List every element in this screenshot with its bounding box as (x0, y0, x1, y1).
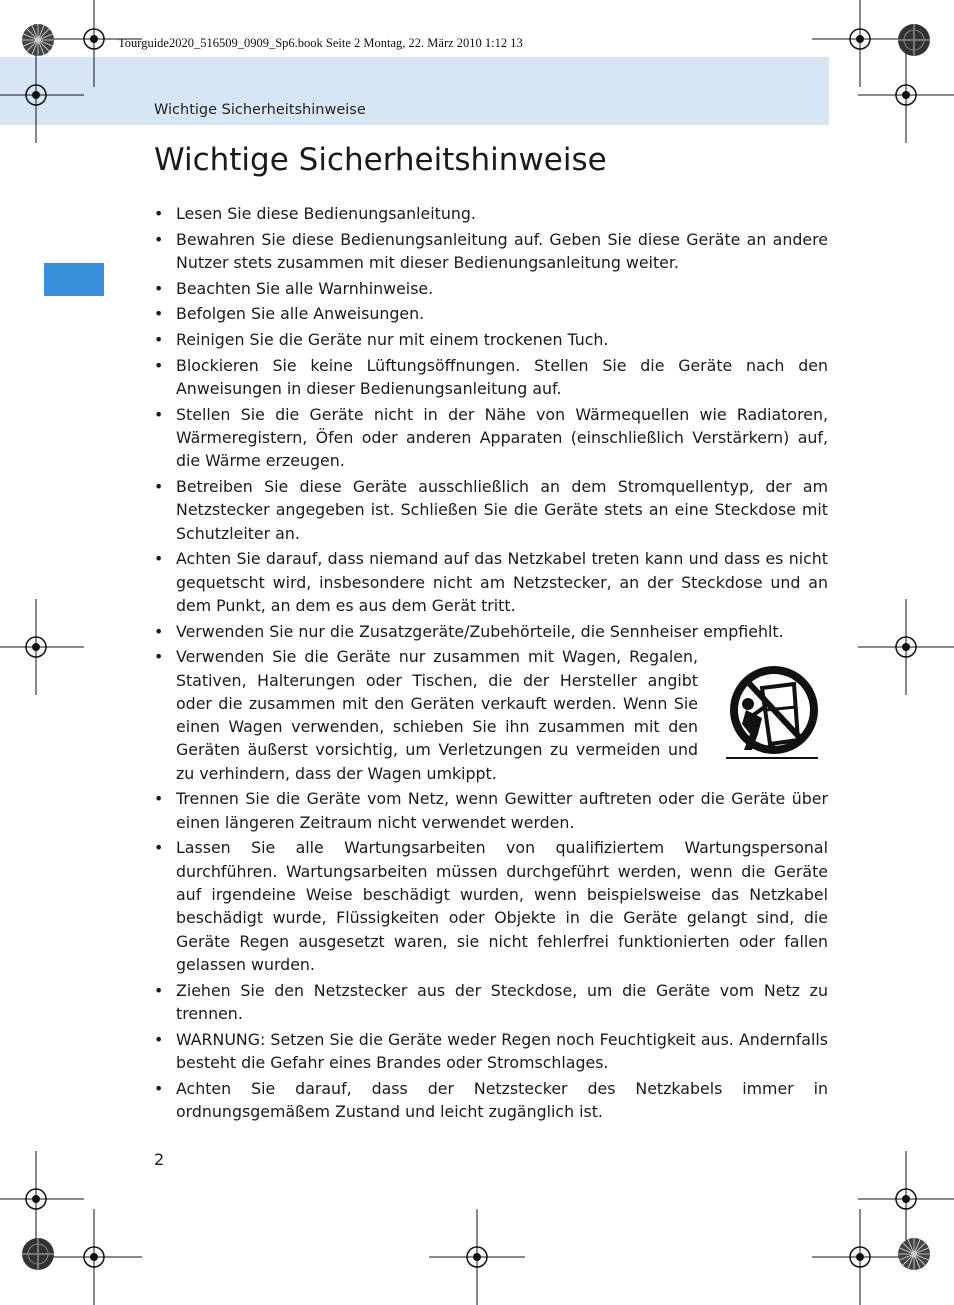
cart-tip-over-warning-icon (722, 660, 822, 760)
list-item: • Blockieren Sie keine Lüftungsöffnungen. Stellen Sie die Geräte nach den Anweisungen in dieser Bedienungsanleitung auf. (154, 354, 828, 401)
list-item: • Befolgen Sie alle Anweisungen. (154, 302, 828, 325)
list-item: • Bewahren Sie diese Bedienungsanleitung auf. Geben Sie diese Geräte an andere Nutzer stets zusammen mit dieser Bedienungsanleitung weiter. (154, 228, 828, 275)
color-rosette-icon (20, 1236, 56, 1272)
list-item: • Beachten Sie alle Warnhinweise. (154, 277, 828, 300)
print-slug: Tourguide2020_516509_0909_Sp6.book Seite 2 Montag, 22. März 2010 1:12 13 (118, 36, 523, 50)
registration-mark-icon (858, 47, 954, 143)
registration-mark-icon (0, 47, 84, 143)
registration-mark-icon (0, 599, 84, 695)
registration-mark-icon (812, 1209, 908, 1305)
list-item: • Lesen Sie diese Bedienungsanleitung. (154, 202, 828, 225)
list-item: • Stellen Sie die Geräte nicht in der Nähe von Wärmequellen wie Radiatoren, Wärmeregistern, Öfen oder anderen Apparaten (einschließlich Verstärkern) auf, die Wärme erzeugen. (154, 403, 828, 473)
registration-mark-icon (429, 1209, 525, 1305)
list-item: • WARNUNG: Setzen Sie die Geräte weder Regen noch Feuchtigkeit aus. Andernfalls besteht die Gefahr eines Brandes oder Stromschlages. (154, 1028, 828, 1075)
color-rosette-icon (896, 22, 932, 58)
list-item: • Verwenden Sie die Geräte nur zusammen mit Wagen, Regalen, Stativen, Halterungen oder Tischen, die der Hersteller angibt oder die zusammen mit den Geräten verkauft werden. Wenn Sie einen Wagen verwenden, schieben Sie ihn zusammen mit den Geräten äußerst vorsichtig, um Verletzungen zu vermeiden und zu verhindern, dass der Wagen umkippt. (154, 645, 828, 785)
chapter-tab (44, 263, 104, 296)
list-item: • Verwenden Sie nur die Zusatzgeräte/Zubehörteile, die Sennheiser empfiehlt. (154, 620, 828, 643)
registration-mark-icon (46, 1209, 142, 1305)
list-item: • Achten Sie darauf, dass der Netzstecker des Netzkabels immer in ordnungsgemäßem Zustand und leicht zugänglich ist. (154, 1077, 828, 1124)
registration-mark-icon (858, 599, 954, 695)
running-head: Wichtige Sicherheitshinweise (154, 102, 366, 118)
list-item: • Betreiben Sie diese Geräte ausschließlich an dem Stromquellentyp, der am Netzstecker angegeben ist. Schließen Sie die Geräte stets an eine Steckdose mit Schutzleiter an. (154, 475, 828, 545)
list-item: • Reinigen Sie die Geräte nur mit einem trockenen Tuch. (154, 328, 828, 351)
color-rosette-icon (896, 1236, 932, 1272)
list-item: • Achten Sie darauf, dass niemand auf das Netzkabel treten kann und dass es nicht gequetscht wird, insbesondere nicht am Netzstecker, an der Steckdose und an dem Punkt, an dem es aus dem Gerät tritt. (154, 547, 828, 617)
list-item: • Lassen Sie alle Wartungsarbeiten von qualifiziertem Wartungspersonal durchführen. Wartungsarbeiten müssen durchgeführt werden, wenn die Geräte auf irgendeine Weise beschädigt wurden, wenn beispielsweise das Netzkabel beschädigt wurde, Flüssigkeiten oder Objekte in die Geräte gelangt sind, die Geräte Regen ausgesetzt waren, sie nicht fehlerfrei funktionierten oder fallen gelassen wurden. (154, 836, 828, 976)
list-item: • Ziehen Sie den Netzstecker aus der Steckdose, um die Geräte vom Netz zu trennen. (154, 979, 828, 1026)
list-item: • Trennen Sie die Geräte vom Netz, wenn Gewitter auftreten oder die Geräte über einen längeren Zeitraum nicht verwendet werden. (154, 787, 828, 834)
color-rosette-icon (20, 22, 56, 58)
page-title: Wichtige Sicherheitshinweise (154, 142, 607, 178)
page-number: 2 (154, 1150, 165, 1169)
